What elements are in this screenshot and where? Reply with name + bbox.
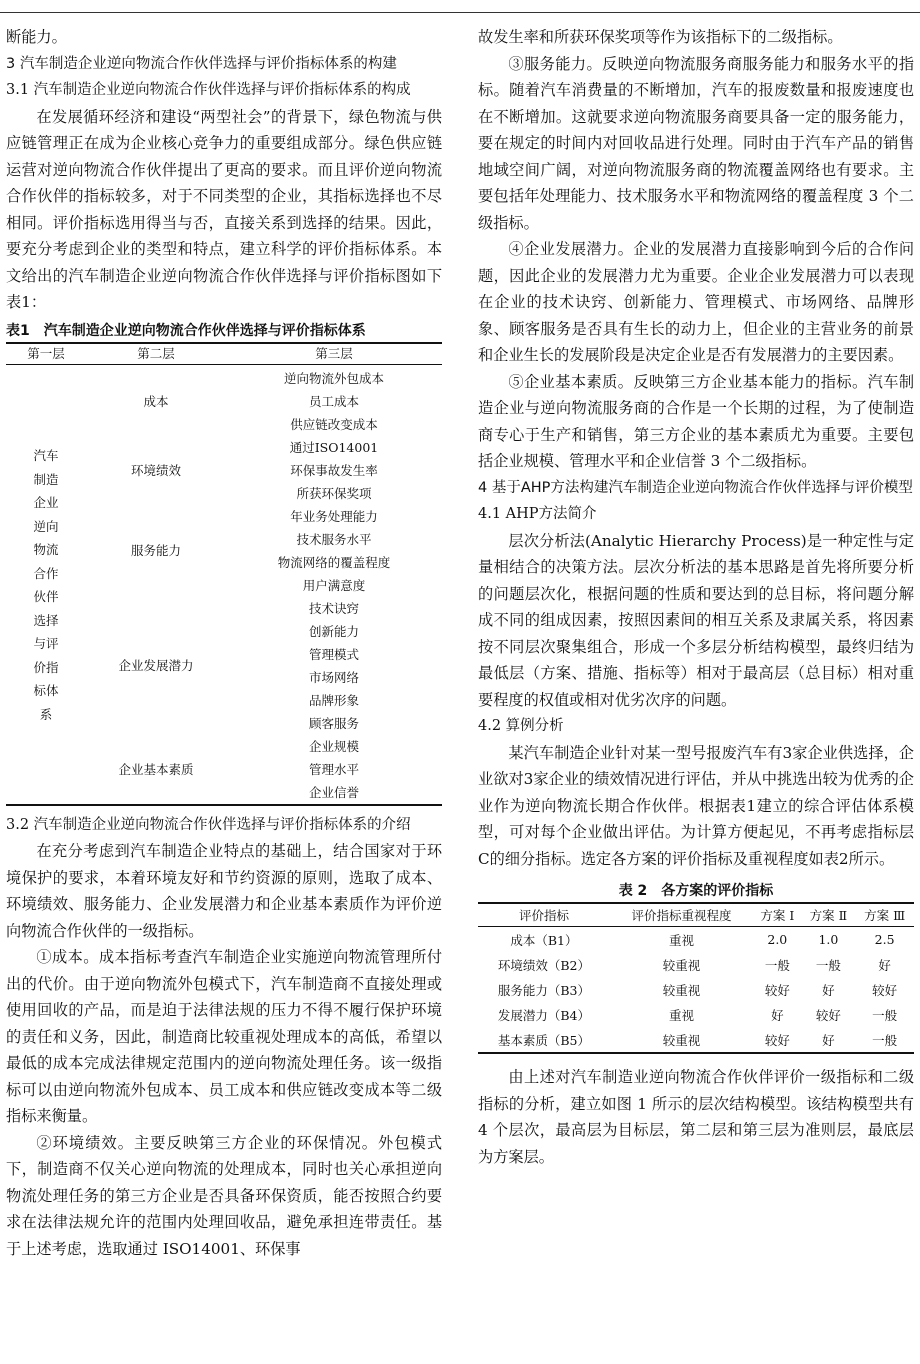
- table-row: [478, 1027, 914, 1053]
- intro-fragment: 断能力。: [6, 28, 67, 46]
- table1-layer2-potential: 企业发展潜力: [118, 658, 194, 673]
- table2-cell: 成本（B1）: [510, 932, 578, 948]
- table2-cell: 1.0: [818, 932, 839, 947]
- table1-layer3-item: 管理水平: [308, 761, 359, 777]
- table2-caption: 表 2 各方案的评价指标: [618, 883, 774, 899]
- table1-caption: 表1 汽车制造企业逆向物流合作伙伴选择与评价指标体系: [6, 322, 366, 339]
- table1-layer2-service: 服务能力: [130, 543, 181, 558]
- table2-cell: 较好: [815, 1007, 841, 1023]
- table1-layer3-item: 用户满意度: [302, 577, 366, 593]
- table2-cell: 发展潜力（B4）: [497, 1007, 591, 1023]
- table1-layer3-item: 员工成本: [308, 393, 359, 409]
- table2-cell: 好: [822, 982, 835, 998]
- table2-header-row: [478, 903, 914, 927]
- table2-cell: 2.0: [767, 932, 788, 947]
- paragraph-environment-continued: 故发生率和所获环保奖项等作为该指标下的二级指标。: [478, 28, 843, 46]
- table-row: [478, 977, 914, 1002]
- table1-layer2-quality: 企业基本素质: [118, 761, 194, 777]
- table2-cell: 一般: [764, 957, 790, 973]
- table2-header: 评价指标重视程度: [610, 903, 753, 927]
- section-3-1-heading: 3.1 汽车制造企业逆向物流合作伙伴选择与评价指标体系的构成: [6, 82, 411, 98]
- table1-layer3-item: 企业规模: [308, 738, 359, 754]
- table2-cell: 重视: [668, 1007, 694, 1023]
- table1-layer3-item: 逆向物流外包成本: [283, 370, 384, 386]
- paragraph-service: ③服务能力。反映逆向物流服务商服务能力和服务水平的指标。随着汽车消费量的不断增加，汽车的报废数量和报废速度也在不断增加。这就要求逆向物流服务商要具备一定的服务能力，要在规定的时间内对回收品进行处理。同时由于汽车产品的销售地域空间广阔，对逆向物流服务商的物流覆盖网络也有要求。主要包括年处理能力、技术服务水平和物流网络的覆盖程度 3 个二级指标。: [478, 54, 914, 232]
- paragraph-3-1: 在发展循环经济和建设“两型社会”的背景下，绿色物流与供应链管理正在成为企业核心竞争力的重要组成部分。绿色供应链运营对逆向物流合作伙伴提出了更高的要求。而且评价逆向物流合作伙伴的指标较多，对于不同类型的企业，其指标选择也不尽相同。评价指标选用得当与否，直接关系到选择的结果。因此，要充分考虑到企业的类型和特点，建立科学的评价指标体系。本文给出的汽车制造企业逆向物流合作伙伴选择与评价指标图如下表1：: [6, 107, 442, 311]
- paragraph-potential: ④企业发展潜力。企业的发展潜力直接影响到今后的合作问题，因此企业的发展潜力尤为重要。企业企业发展潜力可以表现在企业的技术诀窍、创新能力、管理模式、市场网络、品牌形象、顾客服务是否具有生长的动力上，但企业的主营业务的前景和企业生长的发展阶段是决定企业是否有发展潜力的主要因素。: [478, 240, 914, 364]
- paragraph-quality: ⑤企业基本素质。反映第三方企业基本能力的指标。汽车制造企业与逆向物流服务商的合作是一个长期的过程，为了使制造商专心于生产和销售，第三方企业的基本素质尤为重要。主要包括企业规模、管理水平和企业信誉 3 个二级指标。: [478, 372, 914, 470]
- table-row: [6, 364, 442, 390]
- table2: [478, 902, 914, 1054]
- table1-layer3-item: 品牌形象: [308, 692, 359, 708]
- table2-cell: 好: [822, 1032, 835, 1048]
- table2-cell: 重视: [668, 932, 694, 948]
- table1-layer3-item: 所获环保奖项: [296, 485, 372, 501]
- table-row: [478, 952, 914, 977]
- table2-cell: 较好: [872, 982, 898, 998]
- paragraph-cost: ①成本。成本指标考查汽车制造企业实施逆向物流管理所付出的代价。由于逆向物流外包模式下，汽车制造商不直接处理或使用回收的产品，而是迫于法律法规的压力不得不履行保护环境的责任和义务，因此，制造商比较重视处理成本的高低，希望以最低的成本完成法律规定范围内的逆向物流处理任务。该一级指标可以由逆向物流外包成本、员工成本和供应链改变成本等二级指标来衡量。: [6, 948, 442, 1125]
- table2-cell: 较重视: [662, 957, 701, 973]
- section-4-1-heading: 4.1 AHP方法简介: [478, 506, 597, 522]
- table2-cell: 较重视: [662, 1032, 701, 1048]
- table1-layer3-item: 技术诀窍: [308, 600, 359, 616]
- header-rule: [0, 12, 920, 13]
- table1-layer3-item: 供应链改变成本: [290, 416, 378, 432]
- table1-header: 第二层: [86, 343, 226, 365]
- table1-layer2-cost: 成本: [143, 393, 169, 409]
- section-3-2-heading: 3.2 汽车制造企业逆向物流合作伙伴选择与评价指标体系的介绍: [6, 816, 411, 833]
- table1-layer3-item: 管理模式: [308, 646, 359, 662]
- table1-layer3-item: 环保事故发生率: [290, 462, 378, 478]
- table1-layer1-cell: [6, 364, 86, 805]
- table1-layer3-item: 企业信誉: [308, 784, 359, 800]
- table2-cell: 服务能力（B3）: [497, 982, 591, 998]
- paragraph-environment: ②环境绩效。主要反映第三方企业的环保情况。外包模式下，制造商不仅关心逆向物流的处理成本，同时也关心承担逆向物流处理任务的第三方企业是否具备环保资质，能否按照合约要求在法律法规允许的范围内处理回收品，避免承担连带责任。基于上述考虑，选取通过 ISO14001、环保事: [6, 1133, 442, 1258]
- paragraph-example: 某汽车制造企业针对某一型号报废汽车有3家企业供选择，企业欲对3家企业的绩效情况进行评估，并从中挑选出较为优秀的企业作为逆向物流长期合作伙伴。根据表1建立的综合评估体系模型，可对每个企业做出评估。为计算方便起见，不再考虑指标层C的细分指标。选定各方案的评价指标及重视程度如表2所示。: [478, 743, 914, 868]
- table1-header: 第一层: [6, 343, 86, 365]
- table2-header: 评价指标: [478, 903, 610, 927]
- table1-layer1-text: 汽车制造企业逆向物流合作伙伴选择与评价指标体系: [33, 448, 59, 722]
- table2-cell: 一般: [815, 957, 841, 973]
- table1-layer3-item: 顾客服务: [308, 715, 359, 731]
- table2-cell: 较好: [764, 1032, 790, 1048]
- table2-header: 方案 Ⅲ: [855, 903, 914, 927]
- table2-header: 方案 Ⅰ: [753, 903, 802, 927]
- paragraph-3-2: 在充分考虑到汽车制造企业特点的基础上，结合国家对于环境保护的要求，本着环境友好和节约资源的原则，选取了成本、环境绩效、服务能力、企业发展潜力和企业基本素质作为评价逆向物流合作伙伴的一级指标。: [6, 842, 442, 940]
- table1-layer3-item: 技术服务水平: [296, 531, 372, 547]
- right-column: [478, 24, 914, 1170]
- section-4-heading: 4 基于AHP方法构建汽车制造企业逆向物流合作伙伴选择与评价模型: [478, 479, 913, 496]
- left-column: [6, 24, 442, 1262]
- table2-cell: 2.5: [874, 932, 895, 947]
- table2-header: 方案 Ⅱ: [802, 903, 856, 927]
- table1-layer2-env: 环境绩效: [130, 462, 181, 478]
- table2-cell: 好: [878, 957, 891, 973]
- table1-layer3-item: 通过ISO14001: [289, 439, 379, 455]
- table2-cell: 基本素质（B5）: [497, 1032, 591, 1048]
- table2-cell: 环境绩效（B2）: [497, 957, 591, 973]
- table2-cell: 一般: [872, 1007, 898, 1023]
- table1-layer3-item: 物流网络的覆盖程度: [277, 554, 391, 570]
- table1-layer3-item: 年业务处理能力: [290, 508, 378, 524]
- table2-cell: 较重视: [662, 982, 701, 998]
- table1: [6, 342, 442, 806]
- section-3-heading: 3 汽车制造企业逆向物流合作伙伴选择与评价指标体系的构建: [6, 55, 397, 72]
- paragraph-ahp: 层次分析法(Analytic Hierarchy Process)是一种定性与定量相结合的决策方法。层次分析法的基本思路是首先将所要分析的问题层次化，根据问题的性质和要达到的总目标，将问题分解成不同的组成因素，按照因素间的相互关系及隶属关系，将因素按不同层次聚集组合，形成一个多层分析结构模型，最终归结为最低层（方案、措施、指标等）相对于最高层（总目标）相对重要程度的权值或相对优劣次序的问题。: [478, 531, 914, 709]
- table1-header-row: [6, 343, 442, 365]
- table2-cell: 较好: [764, 982, 790, 998]
- table2-cell: 好: [771, 1007, 784, 1023]
- table1-layer3-item: 市场网络: [308, 669, 359, 685]
- table1-layer3-item: 创新能力: [308, 623, 359, 639]
- section-4-2-heading: 4.2 算例分析: [478, 718, 564, 734]
- table-row: [478, 1002, 914, 1027]
- paragraph-final: 由上述对汽车制造业逆向物流合作伙伴评价一级指标和二级指标的分析，建立如图 1 所示的层次结构模型。该结构模型共有 4 个层次，最高层为目标层，第二层和第三层为准则层，最底层为方案层。: [478, 1068, 914, 1166]
- table-row: [478, 927, 914, 953]
- table2-cell: 一般: [872, 1032, 898, 1048]
- table1-header: 第三层: [226, 343, 442, 365]
